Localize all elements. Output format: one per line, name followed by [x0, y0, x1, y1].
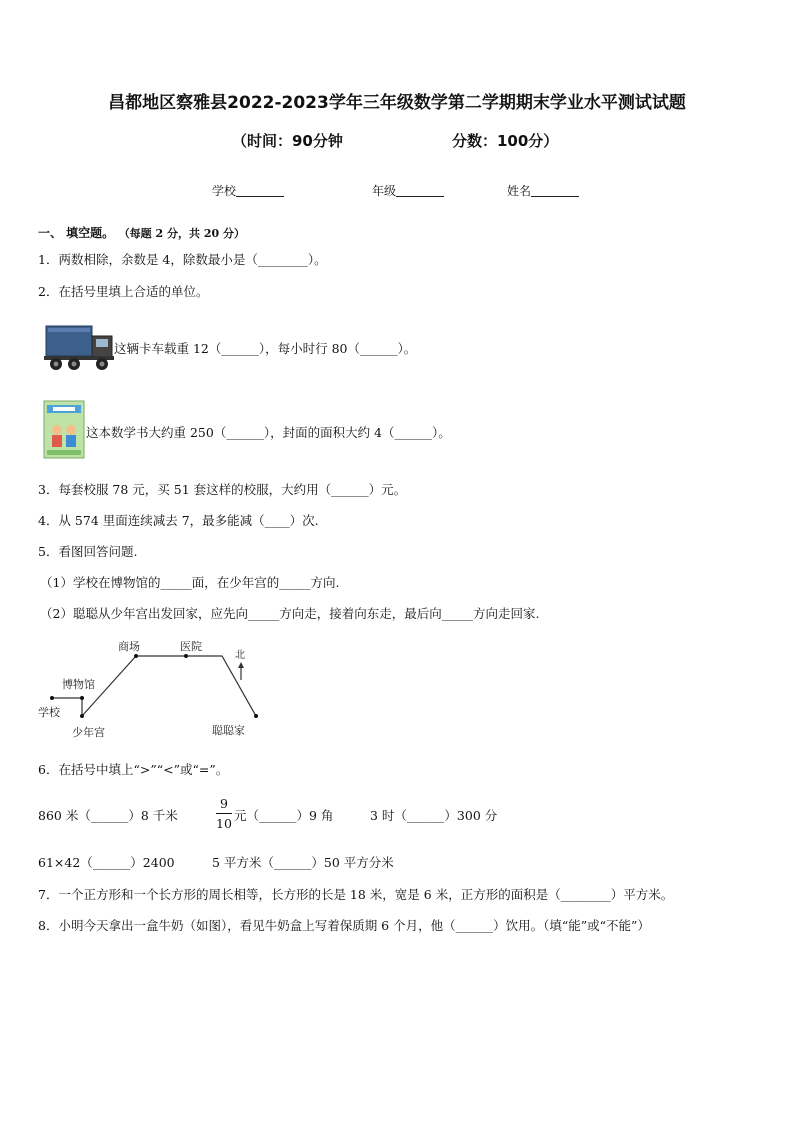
- question-6-c: 3 时（______）300 分: [370, 808, 498, 823]
- question-1: 1．两数相除，余数是 4，除数最小是（________）。: [38, 252, 327, 267]
- question-4: 4．从 574 里面连续减去 7，最多能减（____）次.: [38, 513, 319, 528]
- map-label-home: 聪聪家: [212, 724, 245, 737]
- route-map: [36, 636, 258, 746]
- truck-image: [44, 322, 116, 372]
- name-blank[interactable]: [531, 184, 579, 197]
- map-label-school: 学校: [38, 706, 60, 719]
- fraction-nine-tenths: [216, 796, 232, 831]
- school-blank[interactable]: [236, 184, 284, 197]
- fraction-bar: [216, 813, 232, 814]
- map-label-museum: 博物馆: [62, 678, 95, 691]
- section-heading: [38, 224, 245, 241]
- question-5-2: （2）聪聪从少年宫出发回家，应先向_____方向走，接着向东走，最后向_____方向走回家.: [40, 606, 540, 621]
- fraction-numerator: 9: [220, 796, 228, 811]
- question-6: 6．在括号中填上“>”“<”或“=”。: [38, 762, 229, 777]
- grade-field[interactable]: [372, 182, 444, 199]
- grade-blank[interactable]: [396, 184, 444, 197]
- map-label-north: 北: [235, 650, 245, 661]
- exam-time: （时间：90分钟: [232, 132, 343, 150]
- fraction-denominator: 10: [216, 816, 232, 831]
- school-label: 学校: [212, 184, 237, 198]
- question-5-1: （1）学校在博物馆的_____面，在少年宫的_____方向.: [40, 575, 340, 590]
- math-book-image: [43, 400, 87, 460]
- map-label-mall: 商场: [118, 640, 140, 653]
- name-field[interactable]: [507, 182, 579, 199]
- question-8: 8．小明今天拿出一盒牛奶（如图），看见牛奶盒上写着保质期 6 个月，他（______）饮用。（填“能”或“不能”）: [38, 918, 650, 933]
- section-title: 一、 填空题。: [38, 226, 115, 240]
- map-label-hospital: 医院: [180, 640, 202, 653]
- section-note: （每题 2 分，共 20 分）: [124, 227, 245, 240]
- page-title: 昌都地区察雅县2022-2023学年三年级数学第二学期期末学业水平测试试题: [108, 93, 686, 113]
- question-6-d: 61×42（______）2400: [38, 855, 175, 870]
- school-field[interactable]: [212, 182, 284, 199]
- question-2-truck: 这辆卡车载重 12（______），每小时行 80（______）。: [114, 341, 417, 356]
- grade-label: 年级: [372, 184, 397, 198]
- question-5: 5．看图回答问题.: [38, 544, 138, 559]
- name-label: 姓名: [507, 184, 532, 198]
- question-6-b: 元（______）9 角: [234, 808, 334, 823]
- question-2-book: 这本数学书大约重 250（______），封面的面积大约 4（______）。: [86, 425, 451, 440]
- question-6-e: 5 平方米（______）50 平方分米: [212, 855, 394, 870]
- map-label-youth-palace: 少年宫: [72, 726, 105, 739]
- question-3: 3．每套校服 78 元，买 51 套这样的校服，大约用（______）元。: [38, 482, 407, 497]
- question-2: 2．在括号里填上合适的单位。: [38, 284, 209, 299]
- question-6-a: 860 米（______）8 千米: [38, 808, 178, 823]
- exam-score: 分数：100分）: [452, 132, 559, 150]
- question-7: 7．一个正方形和一个长方形的周长相等，长方形的长是 18 米，宽是 6 米，正方形的面积是（________）平方米。: [38, 887, 674, 902]
